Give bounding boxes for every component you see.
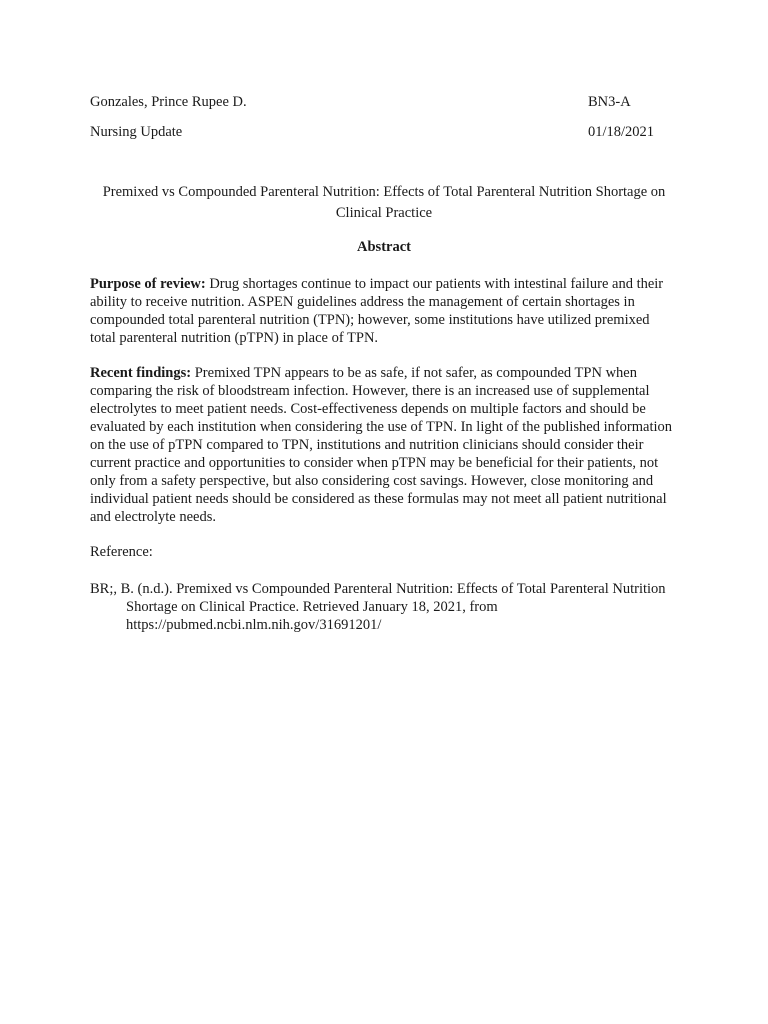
purpose-label: Purpose of review: <box>90 276 206 292</box>
purpose-paragraph <box>90 275 675 347</box>
student-name: Gonzales, Prince Rupee D. <box>90 94 247 110</box>
reference-label: Reference: <box>90 544 153 560</box>
course-name: Nursing Update <box>90 124 183 140</box>
section-code: BN3-A <box>588 94 631 110</box>
submission-date: 01/18/2021 <box>588 124 655 140</box>
article-title: Premixed vs Compounded Parenteral Nutrition: Effects of Total Parenteral Nutrition Shortage on Clinical Practice <box>102 184 666 221</box>
findings-label: Recent findings: <box>90 365 192 381</box>
abstract-heading: Abstract <box>357 239 411 255</box>
reference-citation: BR;, B. (n.d.). Premixed vs Compounded Parenteral Nutrition: Effects of Total Parenteral Nutrition Shortage on Clinical Practice. Retrieved January 18, 2021, from https://pubmed.ncbi.nlm.nih.gov/31691201/ <box>90 581 666 633</box>
findings-text: Premixed TPN appears to be as safe, if not safer, as compounded TPN when comparing the risk of bloodstream infection. However, there is an increased use of supplemental electrolytes to meet patient needs. Cost-effectiveness depends on multiple factors and should be evaluated by each institution when considering the use of TPN. In light of the published information on the use of pTPN compared to TPN, institutions and nutrition clinicians should consider their current practice and opportunities to consider when pTPN may be beneficial for their patients, not only from a safety perspective, but also considering cost savings. However, close monitoring and individual patient needs should be considered as these formulas may not meet all patient nutritional and electrolyte needs. <box>90 365 673 525</box>
purpose-text: Drug shortages continue to impact our patients with intestinal failure and their ability to receive nutrition. ASPEN guidelines address the management of certain shortages in compounded total parenteral nutrition (TPN); however, some institutions have utilized premixed total parenteral nutrition (pTPN) in place of TPN. <box>90 276 664 346</box>
findings-paragraph <box>90 364 675 526</box>
